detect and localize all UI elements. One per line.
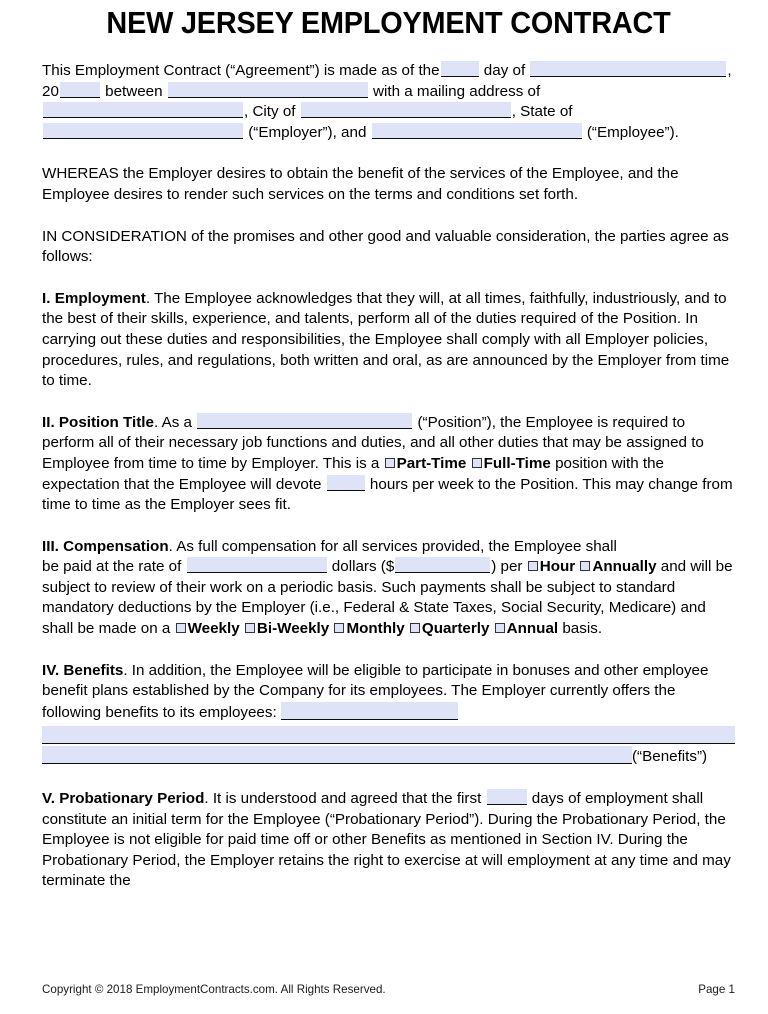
intro-text-8: (“Employer”), and (248, 123, 367, 141)
intro-text-5: with a mailing address of (373, 82, 541, 100)
label-full-time: Full-Time (483, 454, 551, 472)
checkbox-quarterly[interactable] (410, 623, 420, 633)
probation-days-blank-field[interactable] (487, 789, 527, 805)
section-position-title (42, 413, 735, 516)
label-quarterly: Quarterly (421, 620, 490, 638)
year-blank-field[interactable] (60, 82, 100, 98)
employer-name-blank-field[interactable] (168, 82, 368, 98)
label-annually: Annually (592, 558, 657, 576)
spacer (42, 516, 735, 537)
section-probationary-text-1: . It is understood and agreed that the first (204, 790, 482, 808)
section-benefits (42, 661, 735, 724)
intro-text-2: day of (483, 62, 526, 79)
section-compensation-number: III. (42, 537, 59, 555)
mailing-address-blank-field[interactable] (43, 102, 243, 118)
intro-text-1: This Employment Contract (“Agreement”) is made as of the (42, 62, 440, 79)
checkbox-monthly[interactable] (334, 623, 344, 633)
section-benefits-number: IV. (42, 661, 60, 679)
section-compensation (42, 537, 735, 558)
checkbox-weekly[interactable] (176, 623, 186, 633)
benefits-blank-field-3[interactable] (42, 746, 632, 764)
section-compensation-indented (42, 557, 735, 639)
section-position-text-2: (“Position”), the Employee is required to perform all of their necessary job functions and duties, and all other duties that may be assigned to Employee from time to time by Employer. This is a (42, 413, 704, 472)
benefits-last-line (42, 746, 735, 768)
section-employment-number: I. (42, 289, 51, 307)
hours-per-week-blank-field[interactable] (327, 475, 365, 491)
section-position-heading: Position Title (58, 413, 154, 431)
label-annual: Annual (506, 620, 559, 638)
spacer (42, 206, 735, 227)
spacer (42, 268, 735, 289)
section-benefits-text-2: (“Benefits”) (632, 748, 708, 766)
spacer (42, 640, 735, 661)
day-blank-field[interactable] (441, 61, 479, 77)
employee-name-blank-field[interactable] (372, 123, 582, 139)
city-blank-field[interactable] (301, 102, 511, 118)
section-position-text-4: hours per week to the Position. This may change from time to time as the Employer sees fit. (42, 475, 733, 514)
position-title-blank-field[interactable] (197, 413, 412, 429)
whereas-paragraph: WHEREAS the Employer desires to obtain the benefit of the services of the Employee, and the Employee desires to render such services on the terms and conditions set forth. (42, 165, 679, 203)
label-monthly: Monthly (346, 620, 405, 638)
spacer (42, 143, 735, 164)
section-employment (42, 289, 735, 392)
section-employment-body: . The Employee acknowledges that they will, at all times, faithfully, industriously, and to the best of their skills, experience, and talents, perform all of the duties required of the Position. In carrying out these duties and responsibilities, the Employee shall comply with all Employer policies, procedures, rules, and regulations, both written and oral, as are announced by the Employer from time to time. (42, 289, 730, 390)
intro-text-4: between (105, 82, 163, 100)
section-benefits-heading: Benefits (63, 661, 124, 679)
spacer (42, 392, 735, 413)
copyright-text: Copyright © 2018 EmploymentContracts.com. All Rights Reserved. (42, 983, 386, 996)
intro-text-6: , City of (244, 103, 296, 121)
spacer (42, 768, 735, 789)
intro-text-9: (“Employee”). (586, 123, 679, 141)
checkbox-annually[interactable] (580, 561, 590, 571)
intro-text-3: , 20 (42, 62, 732, 100)
section-probationary (42, 789, 735, 892)
state-blank-field[interactable] (43, 123, 243, 139)
section-position-text-3: position with the expectation that the Employee will devote (42, 454, 664, 493)
benefits-blank-field-2[interactable] (42, 726, 735, 744)
section-position-text-1: . As a (153, 413, 192, 431)
section-compensation-text-4: ) per (491, 558, 523, 576)
page-title: NEW JERSEY EMPLOYMENT CONTRACT (106, 5, 671, 40)
page-number: Page 1 (698, 983, 735, 996)
document-body (42, 61, 735, 892)
benefits-blank-field-1[interactable] (281, 702, 458, 720)
intro-paragraph (42, 61, 735, 143)
checkbox-annual[interactable] (495, 623, 505, 633)
checkbox-full-time[interactable] (472, 458, 482, 468)
checkbox-part-time[interactable] (385, 458, 395, 468)
section-compensation-heading: Compensation (63, 537, 169, 555)
section-probationary-number: V. (42, 790, 55, 808)
section-compensation-text-6: basis. (562, 620, 603, 638)
label-biweekly: Bi-Weekly (256, 620, 330, 638)
section-probationary-text-2: days of employment shall constitute an initial term for the Employee (“Probationary Period”). During the Probationary Period, the Employee is not eligible for paid time off or other Benefits as mentioned in Section IV. During the Probationary Period, the Employer retains the right to exercise at will employment at any time and may terminate the (42, 790, 731, 890)
month-blank-field[interactable] (530, 61, 726, 77)
section-compensation-text-3: dollars ($ (331, 558, 395, 576)
label-part-time: Part-Time (396, 454, 467, 472)
section-employment-heading: Employment (54, 289, 146, 307)
section-compensation-text-1: . As full compensation for all services provided, the Employee shall (168, 537, 617, 555)
rate-words-blank-field[interactable] (187, 557, 327, 573)
consideration-paragraph: IN CONSIDERATION of the promises and other good and valuable consideration, the parties agree as follows: (42, 227, 729, 266)
page-footer (42, 983, 735, 996)
rate-amount-blank-field[interactable] (395, 557, 490, 573)
section-position-number: II. (42, 413, 55, 431)
section-probationary-heading: Probationary Period (59, 790, 205, 808)
intro-text-7: , State of (511, 103, 573, 121)
checkbox-biweekly[interactable] (245, 623, 255, 633)
label-hour: Hour (539, 558, 576, 576)
section-compensation-text-2: be paid at the rate of (42, 558, 182, 576)
label-weekly: Weekly (187, 620, 240, 638)
checkbox-hour[interactable] (528, 561, 538, 571)
section-compensation-text-5: and will be subject to review of their work on a periodic basis. Such payments shall be subject to standard mandatory deductions by the Employer (i.e., Federal & State Taxes, Social Security, Medicare) and shall be made on a (42, 558, 733, 638)
section-benefits-text-1: . In addition, the Employee will be eligible to participate in bonuses and other employee benefit plans established by the Company for its employees. The Employer currently offers the following benefits to its employees: (42, 661, 709, 721)
